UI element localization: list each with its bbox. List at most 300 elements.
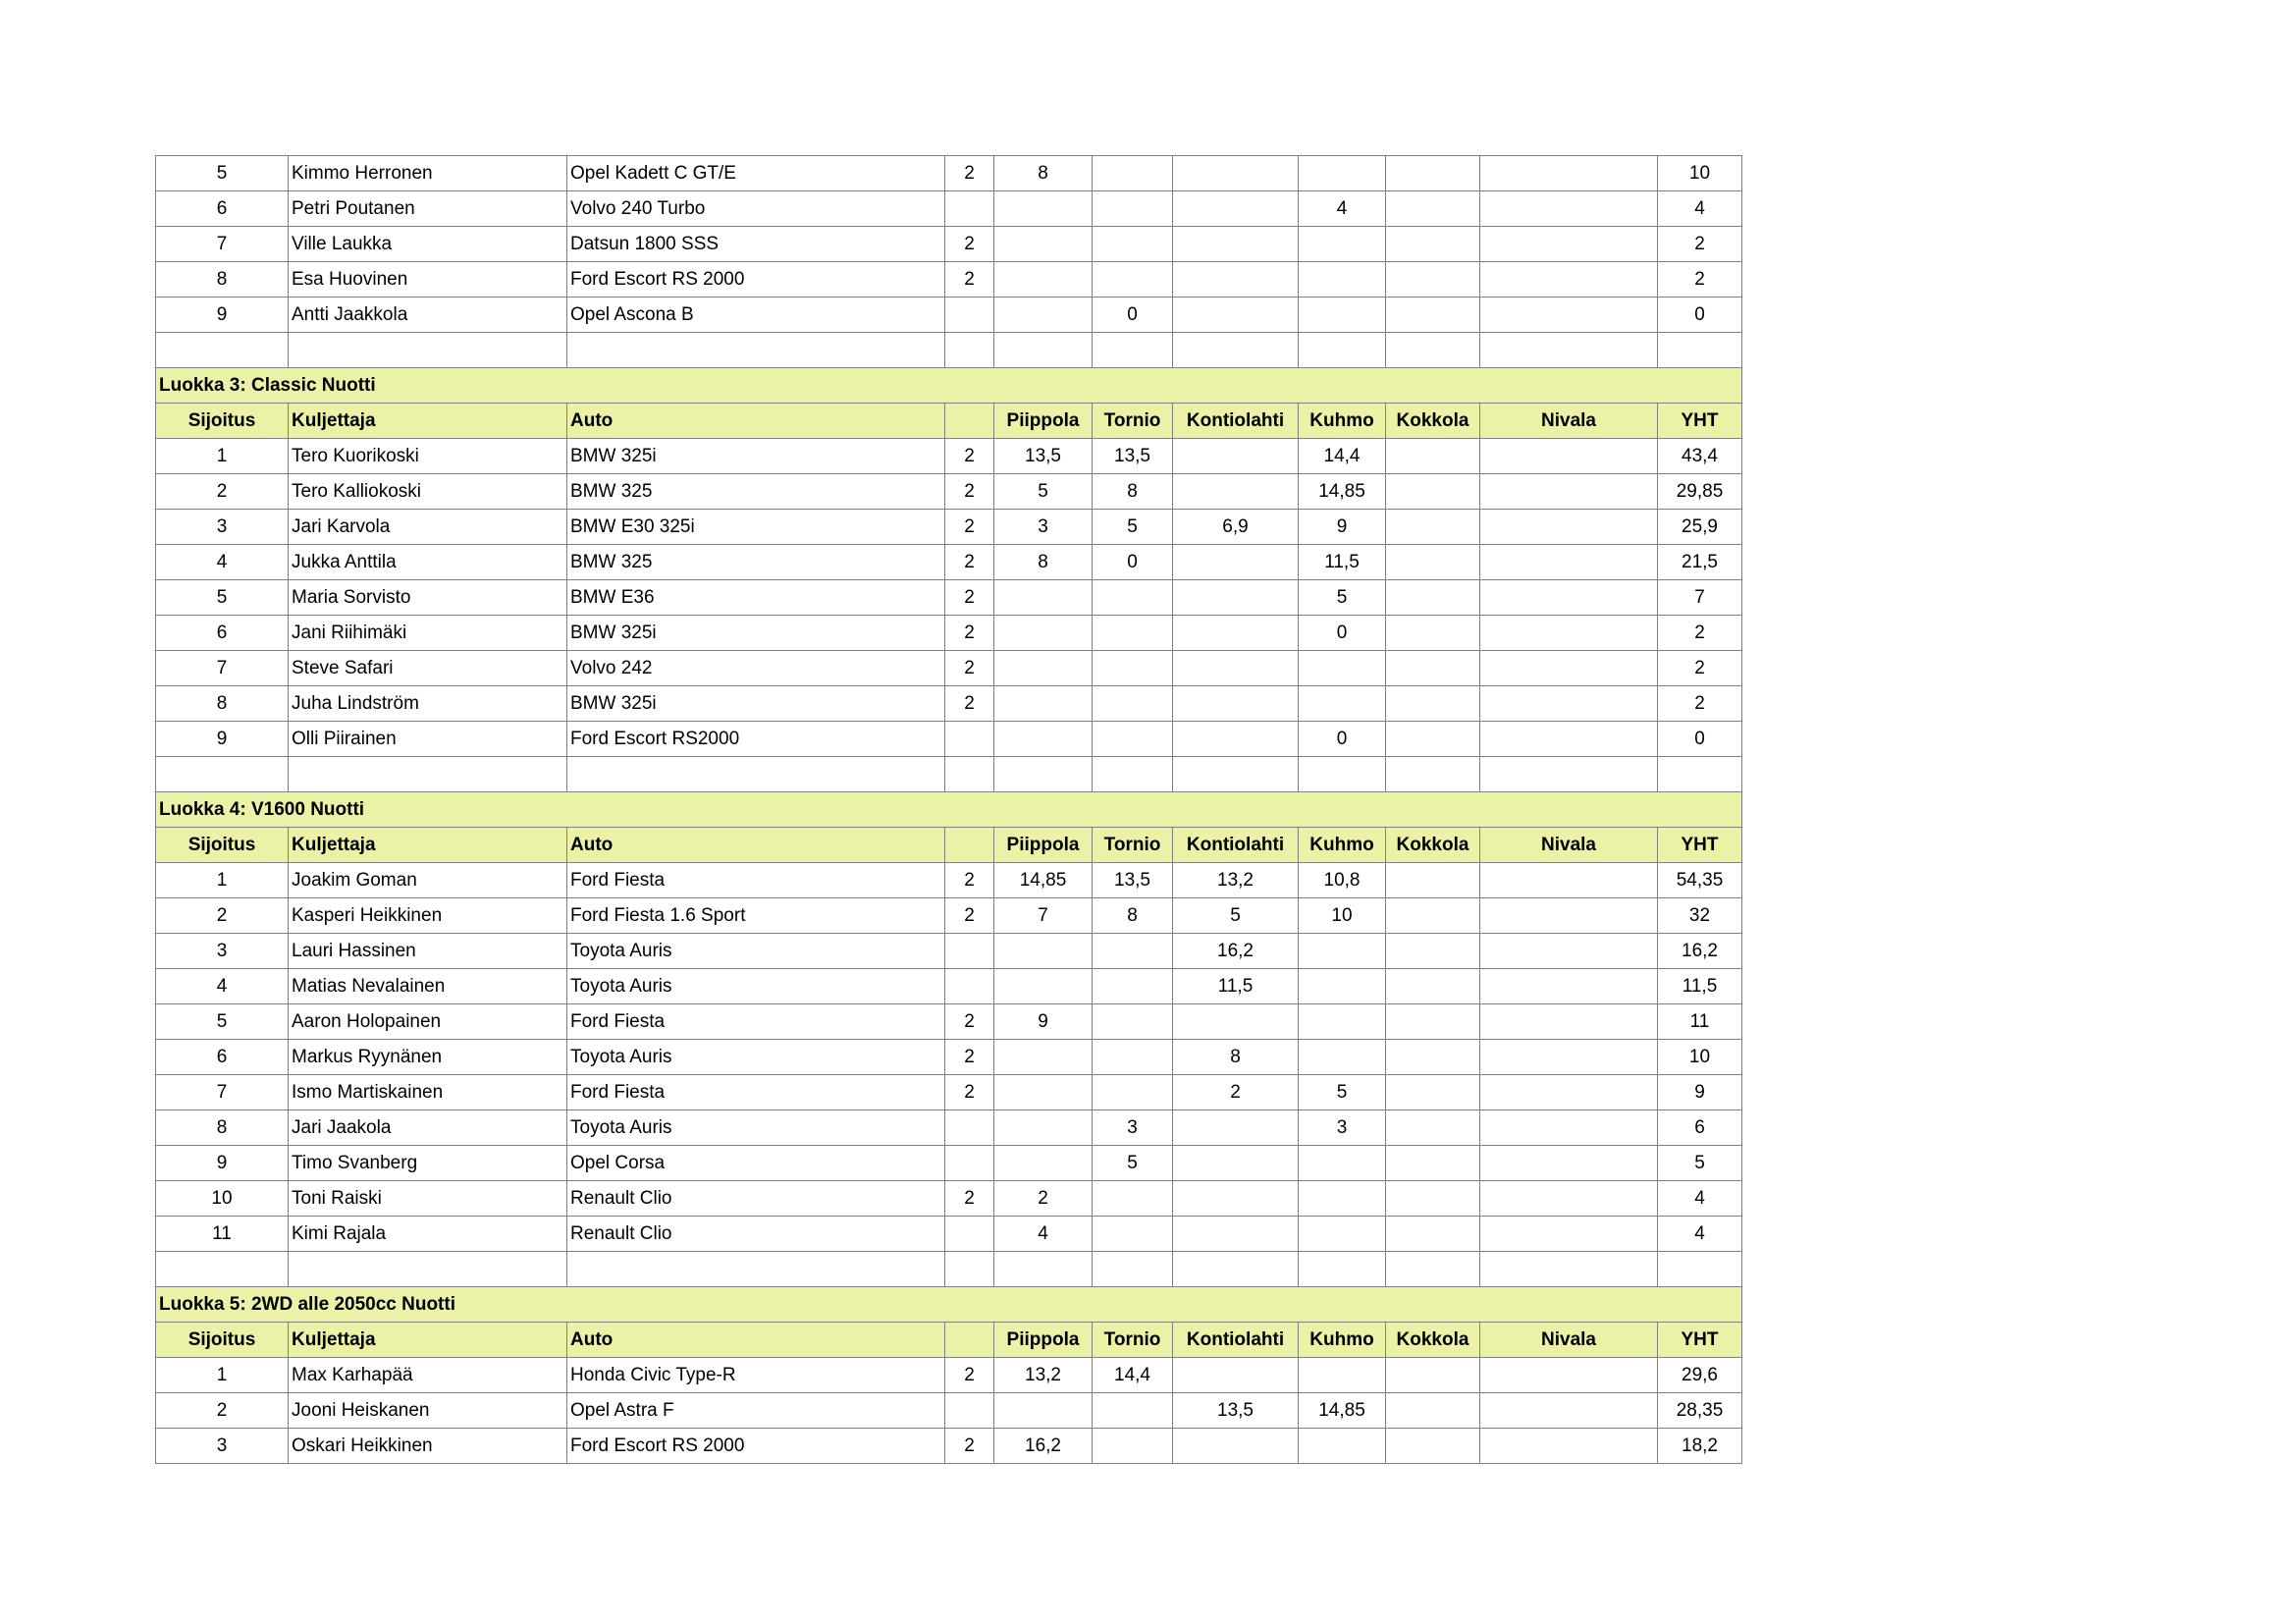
cell-rank: 8 <box>156 686 289 722</box>
blank-cell <box>1299 1252 1386 1287</box>
cell-piippola: 7 <box>994 898 1093 934</box>
cell-nivala <box>1480 1075 1658 1110</box>
cell-kokkola <box>1386 1181 1480 1217</box>
cell-bonus: 2 <box>945 1429 994 1464</box>
cell-bonus: 2 <box>945 1181 994 1217</box>
table-row <box>156 1181 1742 1217</box>
table-row <box>156 545 1742 580</box>
cell-rank: 7 <box>156 227 289 262</box>
cell-kuhmo <box>1299 686 1386 722</box>
cell-tornio: 13,5 <box>1093 863 1173 898</box>
cell-car: Renault Clio <box>567 1217 945 1252</box>
cell-kuhmo <box>1299 1146 1386 1181</box>
cell-bonus: 2 <box>945 651 994 686</box>
cell-bonus <box>945 1217 994 1252</box>
header-kokkola: Kokkola <box>1386 1323 1480 1358</box>
header-rank: Sijoitus <box>156 1323 289 1358</box>
cell-kontiolahti: 11,5 <box>1173 969 1299 1004</box>
cell-kokkola <box>1386 1146 1480 1181</box>
cell-kokkola <box>1386 1429 1480 1464</box>
cell-piippola <box>994 686 1093 722</box>
cell-total: 18,2 <box>1658 1429 1742 1464</box>
cell-kontiolahti: 16,2 <box>1173 934 1299 969</box>
blank-cell <box>1480 333 1658 368</box>
cell-kokkola <box>1386 262 1480 298</box>
cell-kokkola <box>1386 1110 1480 1146</box>
header-extra <box>945 1323 994 1358</box>
cell-tornio <box>1093 1429 1173 1464</box>
cell-nivala <box>1480 580 1658 616</box>
table-row <box>156 156 1742 191</box>
cell-nivala <box>1480 1181 1658 1217</box>
cell-bonus: 2 <box>945 1075 994 1110</box>
cell-kokkola <box>1386 156 1480 191</box>
cell-piippola <box>994 262 1093 298</box>
header-kokkola: Kokkola <box>1386 404 1480 439</box>
cell-car: Toyota Auris <box>567 934 945 969</box>
cell-bonus: 2 <box>945 545 994 580</box>
cell-total: 10 <box>1658 156 1742 191</box>
cell-piippola <box>994 1110 1093 1146</box>
cell-nivala <box>1480 1429 1658 1464</box>
cell-rank: 2 <box>156 474 289 510</box>
header-car: Auto <box>567 828 945 863</box>
cell-rank: 1 <box>156 863 289 898</box>
cell-bonus <box>945 1146 994 1181</box>
cell-total: 25,9 <box>1658 510 1742 545</box>
cell-nivala <box>1480 1110 1658 1146</box>
cell-kontiolahti: 5 <box>1173 898 1299 934</box>
blank-cell <box>567 1252 945 1287</box>
cell-rank: 9 <box>156 298 289 333</box>
cell-driver: Kimmo Herronen <box>289 156 567 191</box>
cell-piippola: 5 <box>994 474 1093 510</box>
cell-nivala <box>1480 1358 1658 1393</box>
cell-car: BMW 325i <box>567 616 945 651</box>
table-row <box>156 616 1742 651</box>
cell-car: Ford Fiesta <box>567 1075 945 1110</box>
header-rank: Sijoitus <box>156 828 289 863</box>
cell-kuhmo: 5 <box>1299 1075 1386 1110</box>
cell-rank: 7 <box>156 651 289 686</box>
cell-kokkola <box>1386 1004 1480 1040</box>
cell-driver: Kimi Rajala <box>289 1217 567 1252</box>
cell-piippola: 9 <box>994 1004 1093 1040</box>
cell-kontiolahti: 8 <box>1173 1040 1299 1075</box>
cell-piippola <box>994 969 1093 1004</box>
cell-kuhmo <box>1299 298 1386 333</box>
section-title: Luokka 4: V1600 Nuotti <box>156 792 1742 828</box>
cell-rank: 2 <box>156 1393 289 1429</box>
cell-kontiolahti <box>1173 1004 1299 1040</box>
table-row <box>156 969 1742 1004</box>
blank-cell <box>1093 333 1173 368</box>
cell-driver: Aaron Holopainen <box>289 1004 567 1040</box>
blank-row <box>156 333 1742 368</box>
cell-piippola <box>994 722 1093 757</box>
cell-kokkola <box>1386 1075 1480 1110</box>
cell-tornio <box>1093 262 1173 298</box>
header-piippola: Piippola <box>994 404 1093 439</box>
cell-rank: 6 <box>156 1040 289 1075</box>
cell-kokkola <box>1386 722 1480 757</box>
cell-kontiolahti <box>1173 191 1299 227</box>
cell-driver: Ville Laukka <box>289 227 567 262</box>
cell-kuhmo: 4 <box>1299 191 1386 227</box>
cell-car: BMW E36 <box>567 580 945 616</box>
cell-tornio: 13,5 <box>1093 439 1173 474</box>
cell-car: Opel Corsa <box>567 1146 945 1181</box>
cell-piippola: 8 <box>994 156 1093 191</box>
cell-driver: Kasperi Heikkinen <box>289 898 567 934</box>
cell-kokkola <box>1386 545 1480 580</box>
cell-car: Ford Fiesta 1.6 Sport <box>567 898 945 934</box>
cell-nivala <box>1480 156 1658 191</box>
cell-kokkola <box>1386 510 1480 545</box>
cell-tornio: 5 <box>1093 510 1173 545</box>
cell-kokkola <box>1386 651 1480 686</box>
cell-total: 4 <box>1658 1181 1742 1217</box>
cell-tornio: 8 <box>1093 474 1173 510</box>
cell-kuhmo: 14,85 <box>1299 1393 1386 1429</box>
cell-car: Opel Astra F <box>567 1393 945 1429</box>
blank-cell <box>1299 757 1386 792</box>
table-row <box>156 1004 1742 1040</box>
cell-car: Honda Civic Type-R <box>567 1358 945 1393</box>
cell-total: 29,6 <box>1658 1358 1742 1393</box>
cell-car: Datsun 1800 SSS <box>567 227 945 262</box>
table-row <box>156 1393 1742 1429</box>
header-tornio: Tornio <box>1093 404 1173 439</box>
blank-cell <box>945 1252 994 1287</box>
cell-car: Ford Escort RS2000 <box>567 722 945 757</box>
cell-rank: 3 <box>156 510 289 545</box>
cell-rank: 3 <box>156 934 289 969</box>
cell-rank: 8 <box>156 262 289 298</box>
column-header-row <box>156 828 1742 863</box>
cell-nivala <box>1480 651 1658 686</box>
blank-cell <box>156 757 289 792</box>
cell-piippola: 14,85 <box>994 863 1093 898</box>
cell-total: 10 <box>1658 1040 1742 1075</box>
cell-kuhmo: 5 <box>1299 580 1386 616</box>
blank-cell <box>567 333 945 368</box>
cell-car: Volvo 240 Turbo <box>567 191 945 227</box>
cell-total: 28,35 <box>1658 1393 1742 1429</box>
cell-car: Toyota Auris <box>567 1110 945 1146</box>
table-row <box>156 863 1742 898</box>
cell-total: 11,5 <box>1658 969 1742 1004</box>
cell-nivala <box>1480 898 1658 934</box>
cell-total: 2 <box>1658 651 1742 686</box>
cell-rank: 5 <box>156 1004 289 1040</box>
cell-piippola <box>994 1146 1093 1181</box>
cell-kuhmo <box>1299 262 1386 298</box>
table-row <box>156 439 1742 474</box>
cell-kuhmo: 14,85 <box>1299 474 1386 510</box>
header-piippola: Piippola <box>994 1323 1093 1358</box>
cell-driver: Toni Raiski <box>289 1181 567 1217</box>
cell-bonus: 2 <box>945 863 994 898</box>
cell-kuhmo <box>1299 934 1386 969</box>
cell-kuhmo: 10,8 <box>1299 863 1386 898</box>
cell-rank: 4 <box>156 545 289 580</box>
table-row <box>156 686 1742 722</box>
blank-cell <box>994 333 1093 368</box>
table-row <box>156 227 1742 262</box>
cell-driver: Maria Sorvisto <box>289 580 567 616</box>
cell-total: 11 <box>1658 1004 1742 1040</box>
cell-kontiolahti <box>1173 1146 1299 1181</box>
cell-kokkola <box>1386 616 1480 651</box>
header-driver: Kuljettaja <box>289 404 567 439</box>
cell-driver: Markus Ryynänen <box>289 1040 567 1075</box>
cell-rank: 8 <box>156 1110 289 1146</box>
cell-kontiolahti <box>1173 1217 1299 1252</box>
cell-kokkola <box>1386 686 1480 722</box>
cell-bonus: 2 <box>945 1004 994 1040</box>
cell-total: 0 <box>1658 722 1742 757</box>
cell-nivala <box>1480 1146 1658 1181</box>
cell-total: 0 <box>1658 298 1742 333</box>
cell-nivala <box>1480 191 1658 227</box>
cell-tornio <box>1093 156 1173 191</box>
class-section-title <box>156 368 1742 404</box>
cell-kontiolahti <box>1173 1358 1299 1393</box>
cell-driver: Tero Kalliokoski <box>289 474 567 510</box>
cell-total: 6 <box>1658 1110 1742 1146</box>
cell-car: Ford Escort RS 2000 <box>567 262 945 298</box>
cell-nivala <box>1480 1004 1658 1040</box>
header-total: YHT <box>1658 828 1742 863</box>
cell-tornio: 5 <box>1093 1146 1173 1181</box>
cell-kontiolahti <box>1173 1429 1299 1464</box>
table-row <box>156 262 1742 298</box>
cell-driver: Timo Svanberg <box>289 1146 567 1181</box>
class-section-title <box>156 1287 1742 1323</box>
cell-driver: Olli Piirainen <box>289 722 567 757</box>
cell-kuhmo <box>1299 156 1386 191</box>
table-row <box>156 474 1742 510</box>
cell-kuhmo <box>1299 651 1386 686</box>
cell-kokkola <box>1386 439 1480 474</box>
results-table <box>155 155 1742 1464</box>
blank-cell <box>994 1252 1093 1287</box>
cell-kontiolahti <box>1173 474 1299 510</box>
cell-kokkola <box>1386 1040 1480 1075</box>
cell-kontiolahti <box>1173 686 1299 722</box>
cell-car: Volvo 242 <box>567 651 945 686</box>
cell-car: Ford Fiesta <box>567 1004 945 1040</box>
cell-tornio <box>1093 1181 1173 1217</box>
cell-nivala <box>1480 262 1658 298</box>
cell-kuhmo <box>1299 1040 1386 1075</box>
cell-nivala <box>1480 722 1658 757</box>
cell-kokkola <box>1386 191 1480 227</box>
blank-cell <box>1386 333 1480 368</box>
cell-piippola <box>994 651 1093 686</box>
cell-kuhmo: 14,4 <box>1299 439 1386 474</box>
blank-cell <box>1173 333 1299 368</box>
cell-total: 2 <box>1658 262 1742 298</box>
cell-car: Opel Ascona B <box>567 298 945 333</box>
cell-total: 2 <box>1658 616 1742 651</box>
cell-kontiolahti <box>1173 1110 1299 1146</box>
cell-kontiolahti <box>1173 722 1299 757</box>
cell-total: 4 <box>1658 191 1742 227</box>
table-row <box>156 191 1742 227</box>
blank-cell <box>156 333 289 368</box>
cell-bonus: 2 <box>945 156 994 191</box>
cell-kuhmo <box>1299 1181 1386 1217</box>
cell-nivala <box>1480 863 1658 898</box>
cell-car: Toyota Auris <box>567 1040 945 1075</box>
cell-bonus <box>945 1110 994 1146</box>
cell-kontiolahti <box>1173 262 1299 298</box>
cell-bonus <box>945 1393 994 1429</box>
class-section-title <box>156 792 1742 828</box>
table-row <box>156 1358 1742 1393</box>
cell-car: Opel Kadett C GT/E <box>567 156 945 191</box>
cell-nivala <box>1480 934 1658 969</box>
cell-tornio <box>1093 580 1173 616</box>
cell-kuhmo <box>1299 1217 1386 1252</box>
blank-cell <box>994 757 1093 792</box>
blank-cell <box>289 333 567 368</box>
cell-rank: 4 <box>156 969 289 1004</box>
cell-total: 2 <box>1658 227 1742 262</box>
column-header-row <box>156 1323 1742 1358</box>
cell-bonus <box>945 722 994 757</box>
cell-piippola <box>994 1393 1093 1429</box>
cell-tornio: 3 <box>1093 1110 1173 1146</box>
cell-kontiolahti: 2 <box>1173 1075 1299 1110</box>
header-kuhmo: Kuhmo <box>1299 1323 1386 1358</box>
table-row <box>156 1075 1742 1110</box>
cell-kuhmo: 10 <box>1299 898 1386 934</box>
cell-bonus: 2 <box>945 474 994 510</box>
cell-car: BMW 325i <box>567 686 945 722</box>
table-row <box>156 934 1742 969</box>
cell-driver: Jari Jaakola <box>289 1110 567 1146</box>
cell-total: 43,4 <box>1658 439 1742 474</box>
cell-tornio <box>1093 191 1173 227</box>
cell-piippola: 2 <box>994 1181 1093 1217</box>
cell-driver: Antti Jaakkola <box>289 298 567 333</box>
cell-bonus: 2 <box>945 1358 994 1393</box>
cell-rank: 6 <box>156 616 289 651</box>
header-total: YHT <box>1658 404 1742 439</box>
cell-rank: 6 <box>156 191 289 227</box>
header-nivala: Nivala <box>1480 828 1658 863</box>
cell-piippola: 13,2 <box>994 1358 1093 1393</box>
cell-rank: 10 <box>156 1181 289 1217</box>
cell-tornio <box>1093 1075 1173 1110</box>
cell-kuhmo <box>1299 1429 1386 1464</box>
blank-cell <box>1093 757 1173 792</box>
cell-nivala <box>1480 298 1658 333</box>
cell-kuhmo: 9 <box>1299 510 1386 545</box>
cell-tornio <box>1093 651 1173 686</box>
header-kontiolahti: Kontiolahti <box>1173 404 1299 439</box>
cell-bonus: 2 <box>945 898 994 934</box>
cell-bonus: 2 <box>945 1040 994 1075</box>
blank-cell <box>1658 1252 1742 1287</box>
cell-bonus <box>945 969 994 1004</box>
blank-cell <box>1173 757 1299 792</box>
cell-bonus <box>945 191 994 227</box>
blank-cell <box>1093 1252 1173 1287</box>
cell-nivala <box>1480 227 1658 262</box>
cell-kontiolahti <box>1173 545 1299 580</box>
cell-nivala <box>1480 474 1658 510</box>
table-row <box>156 580 1742 616</box>
header-kontiolahti: Kontiolahti <box>1173 1323 1299 1358</box>
cell-kontiolahti: 13,2 <box>1173 863 1299 898</box>
cell-tornio <box>1093 616 1173 651</box>
cell-car: Renault Clio <box>567 1181 945 1217</box>
cell-driver: Petri Poutanen <box>289 191 567 227</box>
cell-nivala <box>1480 545 1658 580</box>
cell-kontiolahti <box>1173 439 1299 474</box>
cell-bonus: 2 <box>945 510 994 545</box>
cell-bonus: 2 <box>945 580 994 616</box>
cell-total: 21,5 <box>1658 545 1742 580</box>
cell-kuhmo <box>1299 969 1386 1004</box>
cell-rank: 9 <box>156 1146 289 1181</box>
cell-piippola: 3 <box>994 510 1093 545</box>
header-kokkola: Kokkola <box>1386 828 1480 863</box>
cell-tornio <box>1093 1393 1173 1429</box>
cell-kuhmo: 11,5 <box>1299 545 1386 580</box>
table-row <box>156 898 1742 934</box>
cell-tornio <box>1093 1040 1173 1075</box>
table-row <box>156 1040 1742 1075</box>
blank-cell <box>1658 757 1742 792</box>
cell-bonus <box>945 934 994 969</box>
table-row <box>156 1217 1742 1252</box>
table-row <box>156 510 1742 545</box>
cell-nivala <box>1480 1040 1658 1075</box>
cell-bonus: 2 <box>945 227 994 262</box>
cell-kuhmo: 0 <box>1299 722 1386 757</box>
cell-kontiolahti <box>1173 580 1299 616</box>
cell-driver: Oskari Heikkinen <box>289 1429 567 1464</box>
cell-piippola <box>994 1075 1093 1110</box>
header-extra <box>945 404 994 439</box>
cell-rank: 11 <box>156 1217 289 1252</box>
blank-row <box>156 757 1742 792</box>
cell-tornio: 8 <box>1093 898 1173 934</box>
blank-cell <box>1386 757 1480 792</box>
cell-piippola <box>994 227 1093 262</box>
table-row <box>156 1429 1742 1464</box>
blank-cell <box>289 757 567 792</box>
cell-kuhmo <box>1299 1358 1386 1393</box>
blank-cell <box>945 757 994 792</box>
cell-rank: 2 <box>156 898 289 934</box>
cell-piippola: 13,5 <box>994 439 1093 474</box>
cell-car: Ford Escort RS 2000 <box>567 1429 945 1464</box>
header-kontiolahti: Kontiolahti <box>1173 828 1299 863</box>
cell-driver: Max Karhapää <box>289 1358 567 1393</box>
cell-kontiolahti <box>1173 616 1299 651</box>
header-extra <box>945 828 994 863</box>
header-kuhmo: Kuhmo <box>1299 404 1386 439</box>
header-driver: Kuljettaja <box>289 1323 567 1358</box>
cell-tornio <box>1093 969 1173 1004</box>
table-row <box>156 1146 1742 1181</box>
